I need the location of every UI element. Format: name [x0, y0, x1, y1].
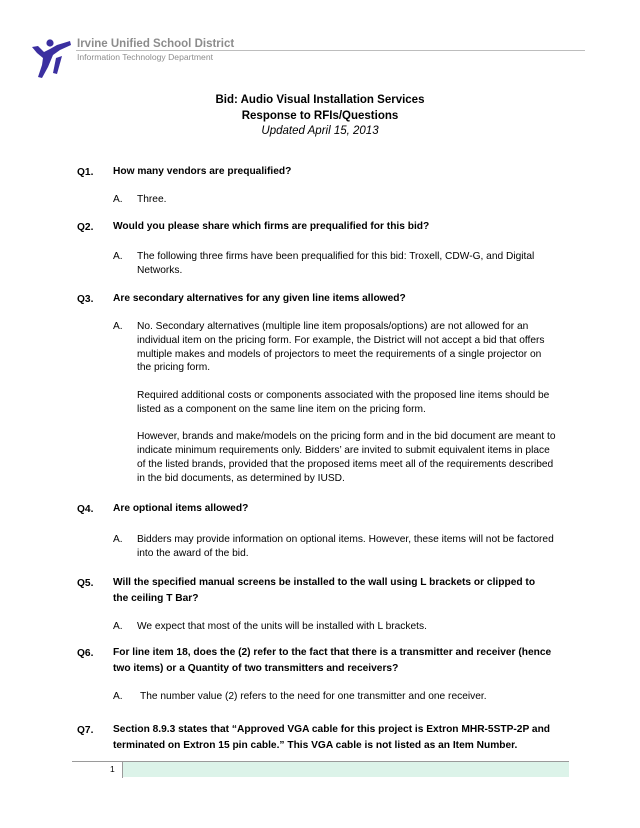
question-number: Q5.	[77, 578, 94, 589]
question-number: Q3.	[77, 294, 94, 305]
question-number: Q2.	[77, 222, 94, 233]
answer-text	[137, 193, 557, 207]
footer-bar	[123, 762, 569, 777]
footer-divider	[122, 762, 123, 778]
answer-letter: A.	[113, 321, 123, 332]
answer-text	[137, 250, 557, 278]
doc-updated-date: Updated April 15, 2013	[261, 125, 379, 137]
answer-paragraph: Three.	[137, 194, 167, 205]
answer-letter: A.	[113, 621, 123, 632]
answer-letter: A.	[113, 534, 123, 545]
question-text: Would you please share which firms are prequalified for this bid?	[113, 221, 430, 232]
answer-text	[137, 320, 557, 486]
answer-paragraph: We expect that most of the units will be installed with L brackets.	[137, 621, 427, 632]
question-text: Are optional items allowed?	[113, 503, 249, 514]
iusd-logo-icon	[30, 38, 72, 80]
answer-paragraph: No. Secondary alternatives (multiple line item proposals/options) are not allowed for an individual item on the pricing form. For example, the District will not accept a bid that offers multiple makes and models of projectors to meet the requirements of a single projector on the pricing form.	[137, 321, 545, 374]
question-number: Q1.	[77, 167, 94, 178]
question-number: Q6.	[77, 648, 94, 659]
header-rule	[76, 50, 585, 51]
question-text: How many vendors are prequalified?	[113, 166, 292, 177]
answer-text	[140, 690, 560, 704]
page-number: 1	[110, 764, 115, 774]
question-number: Q4.	[77, 504, 94, 515]
question-text: Will the specified manual screens be installed to the wall using L brackets or clipped to the ceiling T Bar?	[113, 577, 536, 604]
question-text: Section 8.9.3 states that “Approved VGA cable for this project is Extron MHR-5STP-2P and terminated on Extron 15 pin cable.” This VGA cable is not listed as an Item Number.	[113, 724, 551, 751]
answer-text	[137, 620, 557, 634]
answer-letter: A.	[113, 691, 123, 702]
answer-paragraph: The number value (2) refers to the need for one transmitter and one receiver.	[140, 691, 487, 702]
answer-paragraph: Required additional costs or components associated with the proposed line items should be listed as a component on the same line item on the pricing form.	[137, 389, 550, 415]
org-department: Information Technology Department	[77, 52, 213, 62]
question-number: Q7.	[77, 725, 94, 736]
doc-subtitle: Response to RFIs/Questions	[241, 110, 399, 122]
question-text: Are secondary alternatives for any given line items allowed?	[113, 293, 406, 304]
doc-title: Bid: Audio Visual Installation Services	[215, 94, 425, 106]
answer-paragraph: Bidders may provide information on optional items. However, these items will not be factored into the award of the bid.	[137, 534, 554, 559]
org-name: Irvine Unified School District	[77, 38, 235, 50]
answer-paragraph: However, brands and make/models on the pricing form and in the bid document are meant to indicate minimum requirements only. Bidders’ are invited to submit equivalent items in place of the listed brands, provided that the proposed items meet all of the requirements described in the bid documents, as determined by IUSD.	[137, 431, 556, 484]
answer-paragraph: The following three firms have been prequalified for this bid: Troxell, CDW-G, and Digital Networks.	[137, 251, 535, 276]
answer-letter: A.	[113, 251, 123, 262]
answer-letter: A.	[113, 194, 123, 205]
question-text: For line item 18, does the (2) refer to the fact that there is a transmitter and receiver (hence two items) or a Quantity of two transmitters and receivers?	[113, 647, 552, 674]
answer-text	[137, 533, 557, 561]
